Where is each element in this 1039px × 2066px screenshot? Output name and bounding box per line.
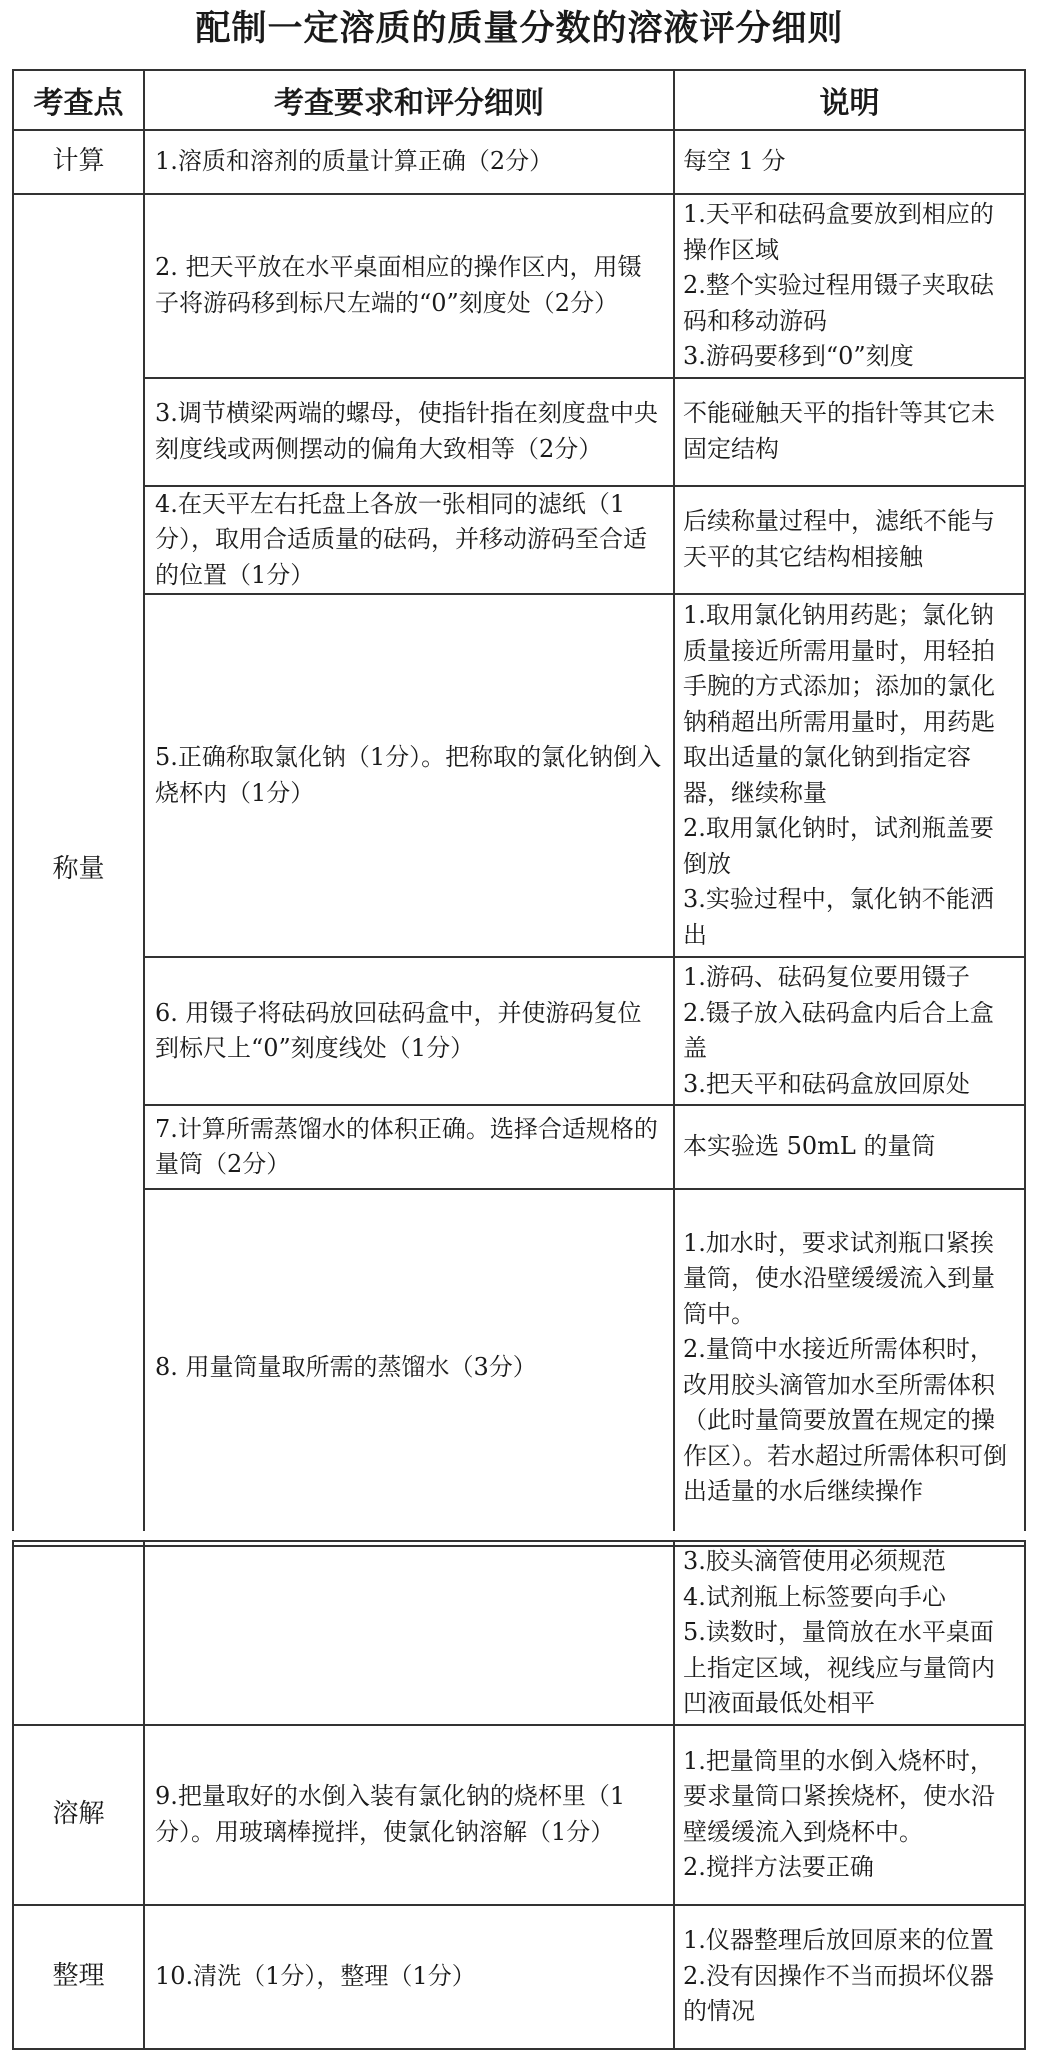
- table-row: [13, 1105, 1025, 1189]
- page-break-gap: [0, 1531, 1039, 1540]
- requirement-cell: 2. 把天平放在水平桌面相应的操作区内，用镊子将游码移到标尺左端的“0”刻度处（2分）: [144, 194, 674, 378]
- requirement-cell: 3.调节横梁两端的螺母，使指针指在刻度盘中央刻度线或两侧摆动的偏角大致相等（2分）: [144, 378, 674, 486]
- requirement-cell: [144, 1541, 674, 1725]
- table-row: [13, 594, 1025, 957]
- note-line: 后续称量过程中，滤纸不能与天平的其它结构相接触: [683, 507, 995, 571]
- table-row: [13, 957, 1025, 1105]
- requirement-cell: 1.溶质和溶剂的质量计算正确（2分）: [144, 130, 674, 194]
- note-line: 3.游码要移到“0”刻度: [683, 342, 914, 370]
- note-line: 2.量筒中水接近所需体积时，改用胶头滴管加水至所需体积（此时量筒要放置在规定的操作区）。若水超过所需体积可倒出适量的水后继续操作: [683, 1335, 1007, 1505]
- header-requirement: 考查要求和评分细则: [144, 70, 674, 130]
- note-line: 本实验选 50mL 的量筒: [683, 1132, 936, 1161]
- note-line: 2.搅拌方法要正确: [683, 1853, 874, 1881]
- header-point: 考查点: [13, 70, 144, 130]
- note-line: 1.取用氯化钠用药匙；氯化钠质量接近所需用量时，用轻拍手腕的方式添加；添加的氯化钠稍超出所需用量时，用药匙取出适量的氯化钠到指定容器，继续称量: [683, 601, 995, 807]
- note-line: 2.镊子放入砝码盒内后合上盒盖: [683, 998, 994, 1062]
- table-row: [13, 1905, 1025, 2049]
- table-row: [13, 1725, 1025, 1905]
- notes-cell: [674, 594, 1025, 957]
- point-cell: 计算: [13, 130, 144, 194]
- header-notes: 说明: [674, 70, 1025, 130]
- note-line: 3.胶头滴管使用必须规范: [683, 1547, 946, 1575]
- scoring-table-continued: [12, 1540, 1026, 2050]
- point-cell: [13, 1541, 144, 1725]
- requirement-cell: 8. 用量筒量取所需的蒸馏水（3分）: [144, 1189, 674, 1546]
- notes-cell: [674, 1541, 1025, 1725]
- note-line: 每空 1 分: [683, 147, 786, 176]
- requirement-cell: 7.计算所需蒸馏水的体积正确。选择合适规格的量筒（2分）: [144, 1105, 674, 1189]
- requirement-cell: 10.清洗（1分），整理（1分）: [144, 1905, 674, 2049]
- notes-cell: [674, 1189, 1025, 1546]
- table-row: [13, 194, 1025, 378]
- notes-cell: [674, 194, 1025, 378]
- note-line: 1.仪器整理后放回原来的位置: [683, 1926, 994, 1955]
- notes-cell: [674, 130, 1025, 194]
- table-row: [13, 1541, 1025, 1725]
- notes-cell: [674, 1105, 1025, 1189]
- note-line: 3.实验过程中，氯化钠不能洒出: [683, 885, 994, 949]
- requirement-cell: 6. 用镊子将砝码放回砝码盒中，并使游码复位到标尺上“0”刻度线处（1分）: [144, 957, 674, 1105]
- note-line: 不能碰触天平的指针等其它未固定结构: [683, 399, 995, 463]
- notes-cell: [674, 486, 1025, 595]
- note-line: 4.试剂瓶上标签要向手心: [683, 1582, 946, 1611]
- note-line: 1.加水时，要求试剂瓶口紧挨量筒，使水沿壁缓缓流入到量筒中。: [683, 1228, 995, 1328]
- note-line: 1.把量筒里的水倒入烧杯时，要求量筒口紧挨烧杯，使水沿壁缓缓流入到烧杯中。: [683, 1746, 995, 1846]
- requirement-cell: 4.在天平左右托盘上各放一张相同的滤纸（1分），取用合适质量的砝码，并移动游码至合适的位置（1分）: [144, 486, 674, 595]
- point-cell: 溶解: [13, 1725, 144, 1905]
- scoring-table: [12, 69, 1026, 1547]
- note-line: 3.把天平和砝码盒放回原处: [683, 1069, 970, 1098]
- table-row: [13, 130, 1025, 194]
- note-line: 2.没有因操作不当而损坏仪器的情况: [683, 1961, 994, 2026]
- requirement-cell: 9.把量取好的水倒入装有氯化钠的烧杯里（1分）。用玻璃棒搅拌，使氯化钠溶解（1分）: [144, 1725, 674, 1905]
- note-line: 5.读数时，量筒放在水平桌面上指定区域，视线应与量筒内凹液面最低处相平: [683, 1618, 995, 1717]
- table-row: [13, 378, 1025, 486]
- table-row: [13, 486, 1025, 595]
- page-title: 配制一定溶质的质量分数的溶液评分细则: [195, 9, 844, 49]
- point-cell: 称量: [13, 194, 144, 1546]
- table-row: [13, 1189, 1025, 1546]
- notes-cell: [674, 1725, 1025, 1905]
- note-line: 1.天平和砝码盒要放到相应的操作区域: [683, 200, 994, 264]
- notes-cell: [674, 1905, 1025, 2049]
- requirement-cell: 5.正确称取氯化钠（1分）。把称取的氯化钠倒入烧杯内（1分）: [144, 594, 674, 957]
- table-header-row: [13, 70, 1025, 130]
- note-line: 2.整个实验过程用镊子夹取砝码和移动游码: [683, 271, 994, 335]
- point-cell: 整理: [13, 1905, 144, 2049]
- notes-cell: [674, 957, 1025, 1105]
- note-line: 1.游码、砝码复位要用镊子: [683, 963, 970, 991]
- notes-cell: [674, 378, 1025, 486]
- note-line: 2.取用氯化钠时，试剂瓶盖要倒放: [683, 814, 994, 878]
